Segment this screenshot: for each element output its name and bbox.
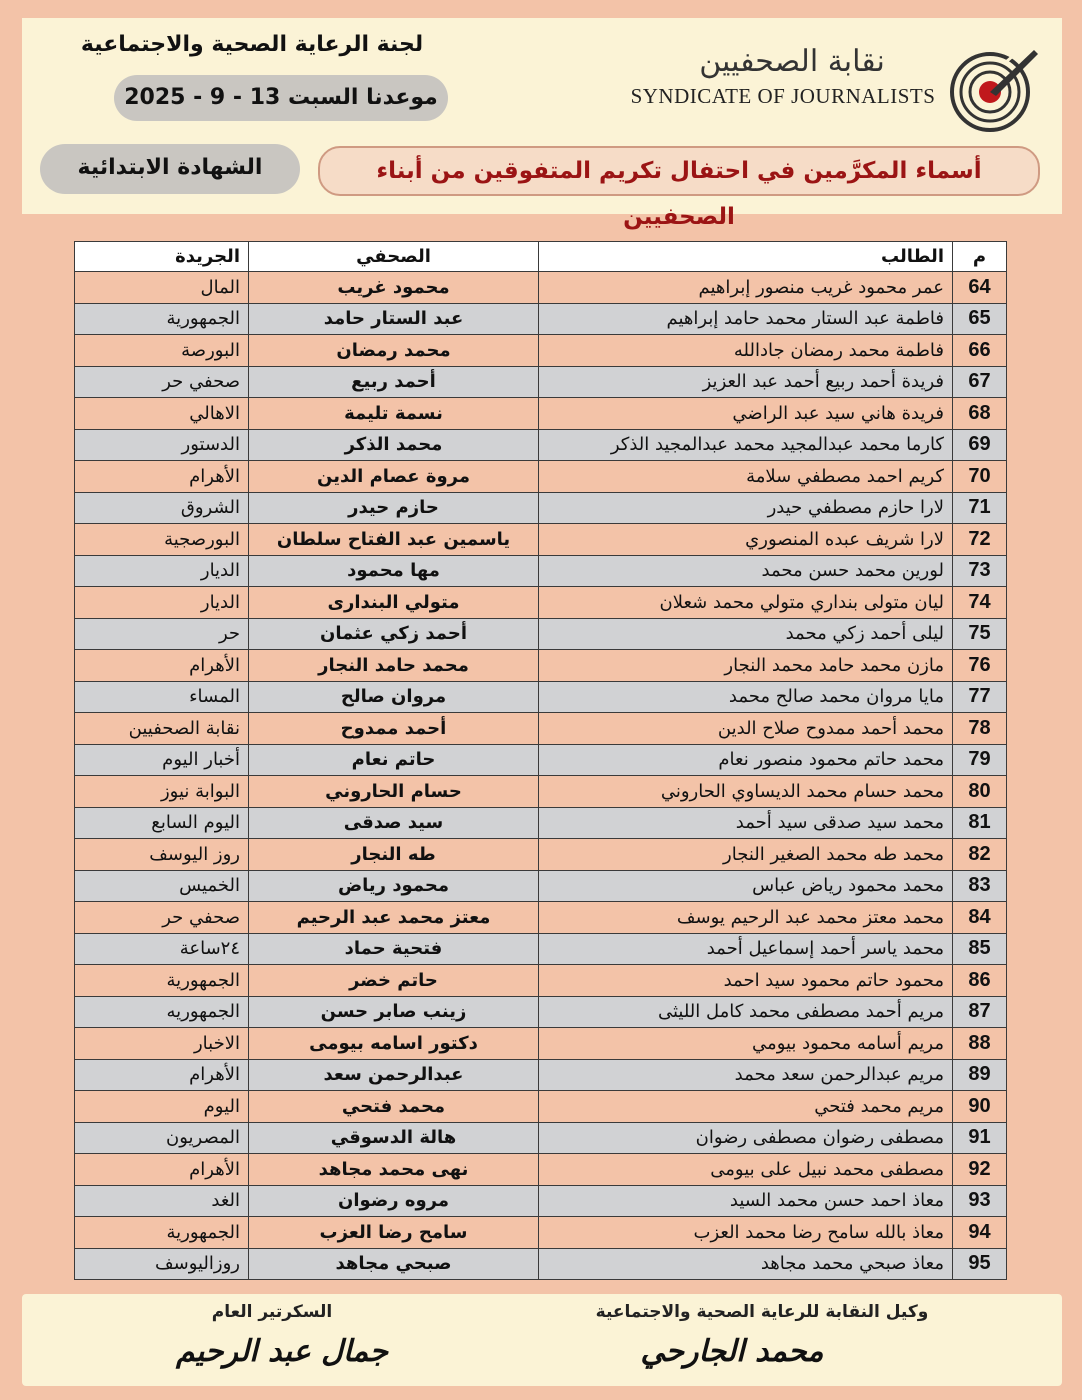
student-name: محمود حاتم محمود سيد احمد: [539, 965, 953, 997]
newspaper-name: الأهرام: [75, 650, 249, 682]
deputy-title: وكيل النقابة للرعاية الصحية والاجتماعية: [595, 1302, 929, 1322]
table-row: [75, 587, 1007, 619]
journalist-name: محمد الذكر: [249, 429, 539, 461]
journalist-name: محمد حامد النجار: [249, 650, 539, 682]
student-name: مريم أسامه محمود بيومي: [539, 1028, 953, 1060]
student-name: لورين محمد حسن محمد: [539, 555, 953, 587]
student-name: فريدة أحمد ربيع أحمد عبد العزيز: [539, 366, 953, 398]
student-name: مريم أحمد مصطفى محمد كامل الليثى: [539, 996, 953, 1028]
table-row: [75, 1059, 1007, 1091]
row-number: 85: [953, 933, 1007, 965]
row-number: 70: [953, 461, 1007, 493]
table-row: [75, 429, 1007, 461]
journalist-name: مروان صالح: [249, 681, 539, 713]
table-row: [75, 996, 1007, 1028]
newspaper-name: الشروق: [75, 492, 249, 524]
journalist-name: أحمد زكي عثمان: [249, 618, 539, 650]
student-name: مريم محمد فتحي: [539, 1091, 953, 1123]
student-name: محمد حسام محمد الديساوي الحاروني: [539, 776, 953, 808]
journalist-name: سامح رضا العزب: [249, 1217, 539, 1249]
journalist-name: أحمد ممدوح: [249, 713, 539, 745]
newspaper-name: الديار: [75, 587, 249, 619]
table-row: [75, 650, 1007, 682]
student-name: ليلى أحمد زكي محمد: [539, 618, 953, 650]
table-row: [75, 776, 1007, 808]
table-row: [75, 272, 1007, 304]
student-name: لارا شريف عبده المنصوري: [539, 524, 953, 556]
table-row: [75, 870, 1007, 902]
newspaper-name: أخبار اليوم: [75, 744, 249, 776]
journalist-name: زينب صابر حسن: [249, 996, 539, 1028]
table-row: [75, 1185, 1007, 1217]
journalist-name: معتز محمد عبد الرحيم: [249, 902, 539, 934]
table-row: [75, 807, 1007, 839]
journalist-name: عبد الستار حامد: [249, 303, 539, 335]
committee-name: لجنة الرعاية الصحية والاجتماعية: [80, 32, 424, 57]
row-number: 91: [953, 1122, 1007, 1154]
student-name: فريدة هاني سيد عبد الراضي: [539, 398, 953, 430]
newspaper-name: البورصجية: [75, 524, 249, 556]
journalist-name: دكتور اسامه بيومى: [249, 1028, 539, 1060]
newspaper-name: المصريون: [75, 1122, 249, 1154]
newspaper-name: حر: [75, 618, 249, 650]
row-number: 94: [953, 1217, 1007, 1249]
newspaper-name: الجمهوريه: [75, 996, 249, 1028]
row-number: 65: [953, 303, 1007, 335]
table-row: [75, 744, 1007, 776]
journalist-name: نسمة تليمة: [249, 398, 539, 430]
table-body: [75, 272, 1007, 1280]
journalist-name: هالة الدسوقي: [249, 1122, 539, 1154]
student-name: محمد أحمد ممدوح صلاح الدين: [539, 713, 953, 745]
student-name: معاذ صبحي محمد مجاهد: [539, 1248, 953, 1280]
row-number: 64: [953, 272, 1007, 304]
newspaper-name: الاهالي: [75, 398, 249, 430]
row-number: 68: [953, 398, 1007, 430]
table-row: [75, 965, 1007, 997]
honorees-table: [74, 241, 1007, 1280]
table-row: [75, 839, 1007, 871]
student-name: مصطفى رضوان مصطفى رضوان: [539, 1122, 953, 1154]
journalist-name: متولي البندارى: [249, 587, 539, 619]
newspaper-name: صحفي حر: [75, 902, 249, 934]
newspaper-name: صحفي حر: [75, 366, 249, 398]
row-number: 93: [953, 1185, 1007, 1217]
journalist-name: عبدالرحمن سعد: [249, 1059, 539, 1091]
newspaper-name: نقابة الصحفيين: [75, 713, 249, 745]
row-number: 86: [953, 965, 1007, 997]
journalist-name: مروه رضوان: [249, 1185, 539, 1217]
table-row: [75, 618, 1007, 650]
signature-footer: [22, 1294, 1062, 1386]
table-row: [75, 555, 1007, 587]
certificate-level: الشهادة الابتدائية: [40, 144, 300, 194]
table-row: [75, 335, 1007, 367]
journalist-name: محمد فتحي: [249, 1091, 539, 1123]
student-name: مازن محمد حامد محمد النجار: [539, 650, 953, 682]
journalist-name: سيد صدقى: [249, 807, 539, 839]
row-number: 78: [953, 713, 1007, 745]
student-name: معاذ بالله سامح رضا محمد العزب: [539, 1217, 953, 1249]
student-name: كريم احمد مصطفي سلامة: [539, 461, 953, 493]
row-number: 67: [953, 366, 1007, 398]
student-name: فاطمة عبد الستار محمد حامد إبراهيم: [539, 303, 953, 335]
header-journalist: الصحفي: [249, 242, 539, 272]
journalist-name: فتحية حماد: [249, 933, 539, 965]
table-row: [75, 492, 1007, 524]
journalist-name: ياسمين عبد الفتاح سلطان: [249, 524, 539, 556]
journalist-name: أحمد ربيع: [249, 366, 539, 398]
newspaper-name: الجمهورية: [75, 303, 249, 335]
table-row: [75, 1248, 1007, 1280]
student-name: فاطمة محمد رمضان جادالله: [539, 335, 953, 367]
journalist-name: طه النجار: [249, 839, 539, 871]
row-number: 66: [953, 335, 1007, 367]
table-row: [75, 366, 1007, 398]
table-row: [75, 713, 1007, 745]
table-row: [75, 461, 1007, 493]
row-number: 90: [953, 1091, 1007, 1123]
student-name: كارما محمد عبدالمجيد محمد عبدالمجيد الذكر: [539, 429, 953, 461]
table-row: [75, 902, 1007, 934]
row-number: 76: [953, 650, 1007, 682]
header-num: م: [953, 242, 1007, 272]
table-row: [75, 933, 1007, 965]
journalist-name: محمود رياض: [249, 870, 539, 902]
deputy-signature: محمد الجارحي: [640, 1334, 824, 1369]
newspaper-name: البوابة نيوز: [75, 776, 249, 808]
row-number: 69: [953, 429, 1007, 461]
header-panel: [22, 18, 1062, 230]
secretary-title: السكرتير العام: [211, 1302, 333, 1322]
event-date: موعدنا السبت 13 - 9 - 2025: [114, 75, 448, 121]
newspaper-name: الاخبار: [75, 1028, 249, 1060]
table-row: [75, 681, 1007, 713]
table-header-row: [75, 242, 1007, 272]
newspaper-name: الجمهورية: [75, 965, 249, 997]
row-number: 77: [953, 681, 1007, 713]
row-number: 84: [953, 902, 1007, 934]
newspaper-name: الجمهورية: [75, 1217, 249, 1249]
row-number: 87: [953, 996, 1007, 1028]
table-row: [75, 524, 1007, 556]
logo-arabic-text: نقابة الصحفيين: [699, 44, 885, 79]
row-number: 92: [953, 1154, 1007, 1186]
student-name: محمد طه محمد الصغير النجار: [539, 839, 953, 871]
newspaper-name: اليوم السابع: [75, 807, 249, 839]
newspaper-name: روز اليوسف: [75, 839, 249, 871]
journalist-name: حازم حيدر: [249, 492, 539, 524]
header-student: الطالب: [539, 242, 953, 272]
journalist-name: مروة عصام الدين: [249, 461, 539, 493]
student-name: معاذ احمد حسن محمد السيد: [539, 1185, 953, 1217]
student-name: محمد ياسر أحمد إسماعيل أحمد: [539, 933, 953, 965]
newspaper-name: ٢٤ساعة: [75, 933, 249, 965]
student-name: مصطفى محمد نبيل على بيومى: [539, 1154, 953, 1186]
newspaper-name: الأهرام: [75, 461, 249, 493]
journalist-name: محمود غريب: [249, 272, 539, 304]
student-name: مايا مروان محمد صالح محمد: [539, 681, 953, 713]
row-number: 95: [953, 1248, 1007, 1280]
journalist-name: حاتم نعام: [249, 744, 539, 776]
table-row: [75, 1122, 1007, 1154]
row-number: 79: [953, 744, 1007, 776]
newspaper-name: الديار: [75, 555, 249, 587]
logo-english-text: SYNDICATE OF JOURNALISTS: [630, 84, 936, 108]
journalist-name: حسام الحاروني: [249, 776, 539, 808]
student-name: محمد معتز محمد عبد الرحيم يوسف: [539, 902, 953, 934]
row-number: 81: [953, 807, 1007, 839]
row-number: 73: [953, 555, 1007, 587]
table-row: [75, 303, 1007, 335]
newspaper-name: الغد: [75, 1185, 249, 1217]
newspaper-name: الخميس: [75, 870, 249, 902]
journalist-name: حاتم خضر: [249, 965, 539, 997]
student-name: ليان متولى بنداري متولي محمد شعلان: [539, 587, 953, 619]
newspaper-name: البورصة: [75, 335, 249, 367]
student-name: مريم عبدالرحمن سعد محمد: [539, 1059, 953, 1091]
table-row: [75, 398, 1007, 430]
page-title: أسماء المكرَّمين في احتفال تكريم المتفوقين من أبناء الصحفيين: [318, 146, 1040, 196]
row-number: 71: [953, 492, 1007, 524]
row-number: 72: [953, 524, 1007, 556]
newspaper-name: الأهرام: [75, 1154, 249, 1186]
row-number: 88: [953, 1028, 1007, 1060]
journalist-name: مها محمود: [249, 555, 539, 587]
student-name: لارا حازم مصطفي حيدر: [539, 492, 953, 524]
newspaper-name: الدستور: [75, 429, 249, 461]
table-row: [75, 1091, 1007, 1123]
journalist-name: نهى محمد مجاهد: [249, 1154, 539, 1186]
journalist-name: صبحي مجاهد: [249, 1248, 539, 1280]
row-number: 89: [953, 1059, 1007, 1091]
student-name: محمد محمود رياض عباس: [539, 870, 953, 902]
student-name: محمد حاتم محمود منصور نعام: [539, 744, 953, 776]
table-row: [75, 1217, 1007, 1249]
table-row: [75, 1028, 1007, 1060]
row-number: 74: [953, 587, 1007, 619]
newspaper-name: روزاليوسف: [75, 1248, 249, 1280]
header-paper: الجريدة: [75, 242, 249, 272]
newspaper-name: اليوم: [75, 1091, 249, 1123]
row-number: 82: [953, 839, 1007, 871]
row-number: 83: [953, 870, 1007, 902]
newspaper-name: المساء: [75, 681, 249, 713]
journalist-name: محمد رمضان: [249, 335, 539, 367]
table-row: [75, 1154, 1007, 1186]
student-name: عمر محمود غريب منصور إبراهيم: [539, 272, 953, 304]
newspaper-name: المال: [75, 272, 249, 304]
student-name: محمد سيد صدقى سيد أحمد: [539, 807, 953, 839]
row-number: 75: [953, 618, 1007, 650]
newspaper-name: الأهرام: [75, 1059, 249, 1091]
syndicate-logo-icon: [946, 42, 1040, 136]
row-number: 80: [953, 776, 1007, 808]
secretary-signature: جمال عبد الرحيم: [175, 1334, 388, 1369]
